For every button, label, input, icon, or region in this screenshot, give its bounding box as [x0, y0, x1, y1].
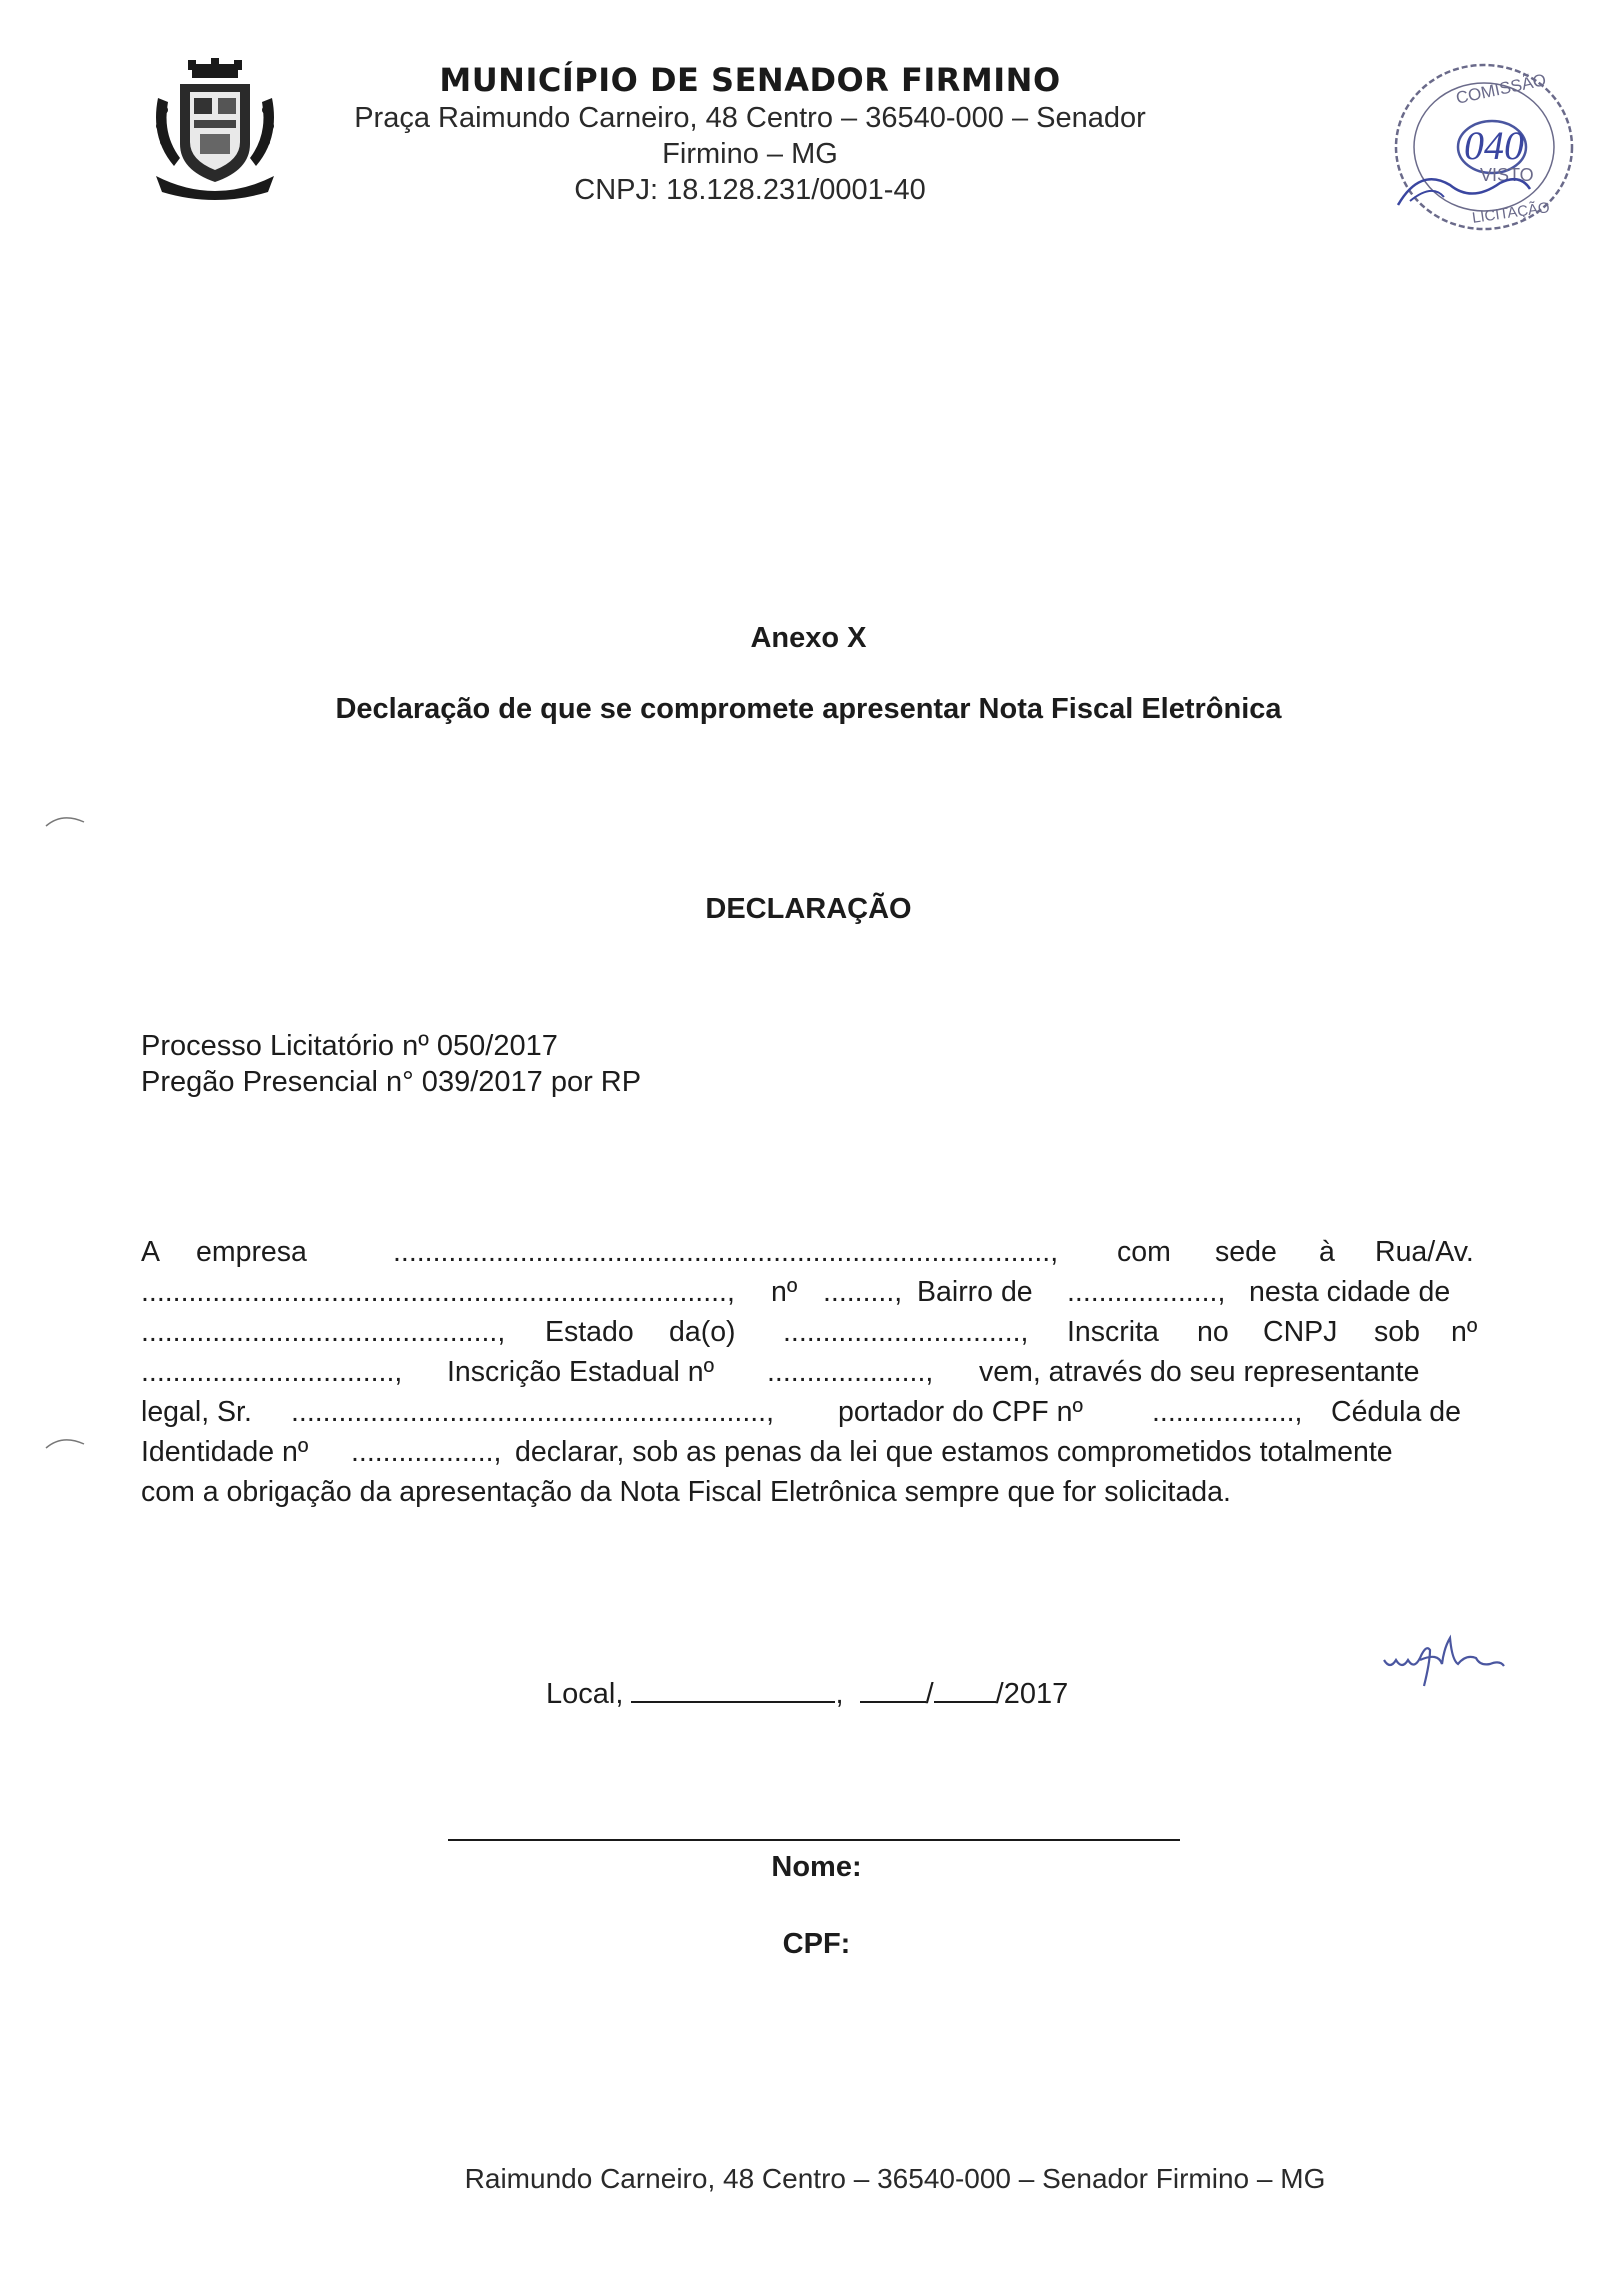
coat-of-arms-logo [150, 58, 280, 206]
document-subtitle: Declaração de que se compromete apresentar Nota Fiscal Eletrônica [335, 693, 1282, 725]
svg-text:LICITAÇÃO: LICITAÇÃO [1471, 199, 1551, 227]
month-blank[interactable] [934, 1677, 996, 1703]
place-date-line: Local, , / /2017 [546, 1678, 1069, 1710]
body-line: Identidade nº .................., declarar, sob as penas da lei que estamos comprometidos totalmente [141, 1436, 1393, 1468]
body-line: legal, Sr. ............................................................, portador do CPF nº .................., Cédula de [141, 1396, 1461, 1428]
footer-address: Raimundo Carneiro, 48 Centro – 36540-000 – Senador Firmino – MG [464, 2163, 1326, 2194]
body-line: ............................................., Estado da(o) .............................., Inscrita no CNPJ sob nº [141, 1316, 1478, 1348]
auction-number: Pregão Presencial n° 039/2017 por RP [141, 1066, 642, 1098]
municipality-cnpj: CNPJ: 18.128.231/0001-40 [574, 174, 926, 206]
svg-text:VISTO: VISTO [1480, 165, 1534, 185]
body-line: com a obrigação da apresentação da Nota Fiscal Eletrônica sempre que for solicitada. [141, 1476, 1231, 1508]
day-blank[interactable] [860, 1677, 926, 1703]
name-label: Nome: [771, 1851, 862, 1883]
signature-line[interactable] [448, 1839, 1180, 1841]
body-line: ................................, Inscrição Estadual nº ...................., vem, através do seu representante [141, 1356, 1420, 1388]
place-blank[interactable] [631, 1677, 835, 1703]
svg-text:040: 040 [1464, 123, 1524, 168]
year-text: /2017 [995, 1678, 1069, 1710]
body-line: .........................................................................., nº ........., Bairro de ..................., nesta cidade de [141, 1276, 1451, 1308]
punch-mark [40, 810, 90, 830]
process-number: Processo Licitatório nº 050/2017 [141, 1030, 558, 1062]
annex-title: Anexo X [750, 622, 867, 654]
cpf-label: CPF: [782, 1928, 851, 1960]
letterhead [330, 60, 1170, 208]
municipality-title: MUNICÍPIO DE SENADOR FIRMINO [439, 61, 1061, 99]
body-line: A empresa ..................................................................................., com sede à Rua/Av. [141, 1236, 1474, 1268]
handwritten-initials [1380, 1630, 1520, 1690]
punch-mark [40, 1432, 90, 1452]
svg-text:COMISSÃO: COMISSÃO [1454, 70, 1548, 108]
commission-stamp [1380, 55, 1580, 245]
municipality-address: Praça Raimundo Carneiro, 48 Centro – 36540-000 – Senador Firmino – MG [354, 102, 1146, 170]
declaration-body [141, 1232, 1481, 1512]
local-label: Local, [546, 1678, 624, 1710]
declaration-heading: DECLARAÇÃO [705, 893, 912, 925]
